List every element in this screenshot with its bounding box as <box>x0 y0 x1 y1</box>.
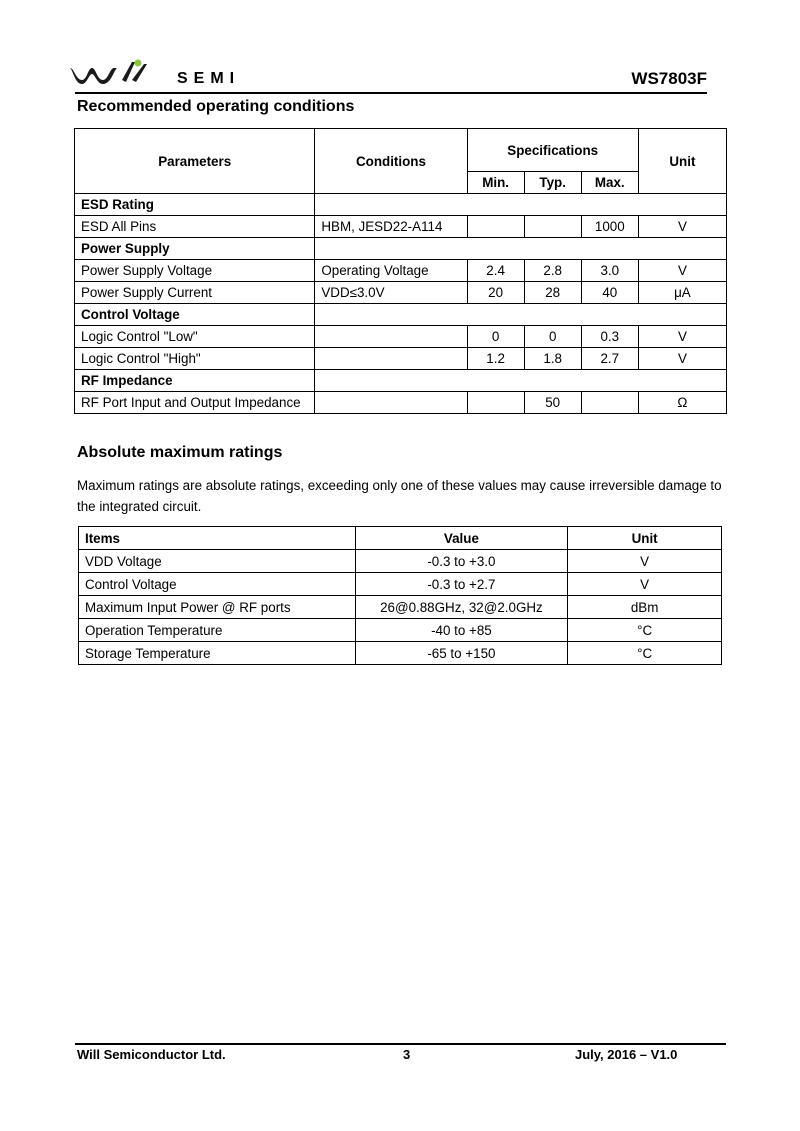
unit-cell: V <box>638 216 726 238</box>
table-row <box>79 550 722 573</box>
param-cell: Logic Control "High" <box>75 348 315 370</box>
unit-cell: Ω <box>638 392 726 414</box>
value-cell: 26@0.88GHz, 32@2.0GHz <box>355 596 568 619</box>
min-cell: 20 <box>467 282 524 304</box>
max-cell: 0.3 <box>581 326 638 348</box>
section-label: Control Voltage <box>75 304 315 326</box>
footer-date-version: July, 2016 – V1.0 <box>575 1047 678 1062</box>
cond-cell: VDD≤3.0V <box>315 282 467 304</box>
item-cell: Maximum Input Power @ RF ports <box>79 596 356 619</box>
value-cell: -0.3 to +2.7 <box>355 573 568 596</box>
unit-cell: V <box>568 573 722 596</box>
param-cell: Power Supply Current <box>75 282 315 304</box>
table-row <box>79 573 722 596</box>
header-specifications: Specifications <box>467 129 638 172</box>
absolute-description: Maximum ratings are absolute ratings, exceeding only one of these values may cause irreversible damage to the integrated circuit. <box>77 478 722 514</box>
cond-cell: HBM, JESD22-A114 <box>315 216 467 238</box>
param-cell: Logic Control "Low" <box>75 326 315 348</box>
logo-text: SEMI <box>177 70 241 87</box>
min-cell <box>467 392 524 414</box>
header-typ: Typ. <box>524 172 581 194</box>
value-cell: -40 to +85 <box>355 619 568 642</box>
typ-cell: 1.8 <box>524 348 581 370</box>
recommended-title: Recommended operating conditions <box>77 98 355 115</box>
cond-cell <box>315 348 467 370</box>
min-cell: 1.2 <box>467 348 524 370</box>
section-row <box>75 304 727 326</box>
logo-mark-l2 <box>132 64 147 82</box>
footer-company: Will Semiconductor Ltd. <box>77 1047 226 1062</box>
unit-cell: V <box>638 260 726 282</box>
header-value: Value <box>355 527 568 550</box>
table-row <box>79 619 722 642</box>
unit-cell: °C <box>568 642 722 665</box>
max-cell: 3.0 <box>581 260 638 282</box>
min-cell <box>467 216 524 238</box>
unit-cell: dBm <box>568 596 722 619</box>
absolute-table <box>78 526 722 665</box>
table-row <box>75 216 727 238</box>
max-cell: 1000 <box>581 216 638 238</box>
unit-cell: °C <box>568 619 722 642</box>
logo-dot <box>135 60 142 67</box>
max-cell: 2.7 <box>581 348 638 370</box>
unit-cell: V <box>638 326 726 348</box>
table-row <box>79 642 722 665</box>
part-number: WS7803F <box>631 69 707 88</box>
section-row <box>75 370 727 392</box>
max-cell: 40 <box>581 282 638 304</box>
header-unit: Unit <box>638 129 726 194</box>
param-cell: RF Port Input and Output Impedance <box>75 392 315 414</box>
header-divider <box>75 92 707 94</box>
absolute-title: Absolute maximum ratings <box>77 444 283 461</box>
header-items: Items <box>79 527 356 550</box>
typ-cell: 2.8 <box>524 260 581 282</box>
header-min: Min. <box>467 172 524 194</box>
cond-cell <box>315 326 467 348</box>
item-cell: Storage Temperature <box>79 642 356 665</box>
section-label: RF Impedance <box>75 370 315 392</box>
table-row <box>75 348 727 370</box>
value-cell: -0.3 to +3.0 <box>355 550 568 573</box>
table-row <box>75 326 727 348</box>
unit-cell: V <box>568 550 722 573</box>
page-header <box>70 56 707 96</box>
recommended-table <box>74 128 727 414</box>
typ-cell: 50 <box>524 392 581 414</box>
cond-cell <box>315 392 467 414</box>
table-row <box>75 260 727 282</box>
table-row <box>75 392 727 414</box>
table-row <box>75 282 727 304</box>
item-cell: VDD Voltage <box>79 550 356 573</box>
section-row <box>75 194 727 216</box>
min-cell: 2.4 <box>467 260 524 282</box>
item-cell: Operation Temperature <box>79 619 356 642</box>
typ-cell: 0 <box>524 326 581 348</box>
param-cell: ESD All Pins <box>75 216 315 238</box>
header-parameters: Parameters <box>75 129 315 194</box>
max-cell <box>581 392 638 414</box>
typ-cell: 28 <box>524 282 581 304</box>
header-conditions: Conditions <box>315 129 467 194</box>
min-cell: 0 <box>467 326 524 348</box>
typ-cell <box>524 216 581 238</box>
unit-cell: μA <box>638 282 726 304</box>
header-max: Max. <box>581 172 638 194</box>
value-cell: -65 to +150 <box>355 642 568 665</box>
item-cell: Control Voltage <box>79 573 356 596</box>
footer-divider <box>75 1043 726 1045</box>
header-unit: Unit <box>568 527 722 550</box>
param-cell: Power Supply Voltage <box>75 260 315 282</box>
footer-page-number: 3 <box>403 1047 411 1062</box>
logo-mark <box>70 68 117 84</box>
section-label: Power Supply <box>75 238 315 260</box>
section-label: ESD Rating <box>75 194 315 216</box>
table-row <box>79 596 722 619</box>
section-row <box>75 238 727 260</box>
unit-cell: V <box>638 348 726 370</box>
cond-cell: Operating Voltage <box>315 260 467 282</box>
